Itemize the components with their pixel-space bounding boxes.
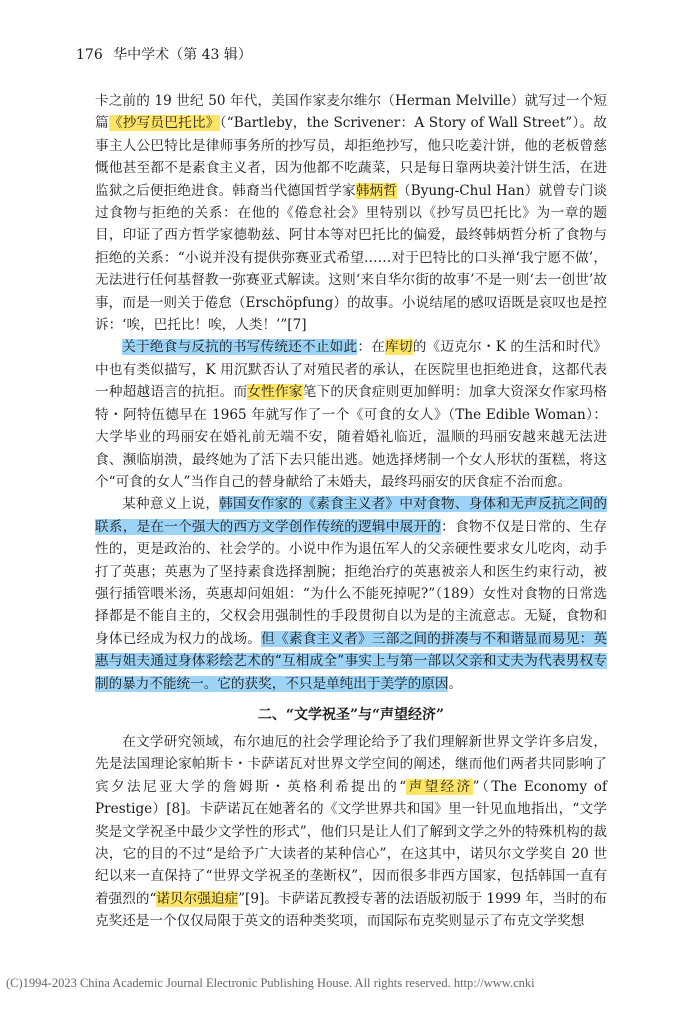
text-run: （Byung-Chul Han）就曾专门谈过食物与拒绝的关系：在他的《倦怠社会》里特别以《抄写员巴托比》为一章的题目，印证了西方哲学家德勒兹、阿甘本等对巴托比的偏爱，最终韩炳哲分析了食物与拒绝的关系：“小说并没有提供弥赛亚式希望……对于巴特比的口头禅‘我宁愿不做’，无法进行任何基督教一弥赛亚式解读。这则‘来自华尔街的故事’不是一则‘去一创世’故事，而是一则关于倦怠（Erschöpfung）的故事。小说结尾的感叹语既是哀叹也是控诉：‘唉，巴托比！唉，人类！’”[7]: [95, 182, 608, 334]
section-heading: [95, 703, 607, 727]
highlighted-text: 诺贝尔强迫症: [156, 890, 239, 907]
text-run: 在文学研究领域，布尔迪厄的社会学理论给予了我们理解新世界文学许多启发，先是法国理论家帕斯卡・卡萨诺瓦对世界文学空间的阐述，继而他们两者共同影响了宾夕法尼亚大学的詹姆斯・英格利希提出的“: [95, 733, 607, 795]
text-run: 的《迈克尔・K 的生活和时代》中也有类似描写，K 用沉默否认了对殖民者的承认，在医院里也拒绝进食，这都代表一种超越语言的抗拒。而: [95, 339, 608, 401]
highlighted-text: 女性作家: [247, 384, 303, 401]
text-run: ：在: [357, 339, 386, 356]
paragraph: [95, 90, 607, 336]
text-run: ”[9]。卡萨诺瓦教授专著的法语版初版于 1999 年，当时的布克奖还是一个仅仅局限于英文的语种类奖项，而国际布克奖则显示了布克文学奖想: [95, 890, 608, 930]
highlighted-text: 但《素食主义者》三部之间的拼凑与不和谐显而易见：英惠与姐夫通过身体彩绘艺术的“互相成全”事实上与第一部以父亲和丈夫为代表男权专制的暴力不能统一。它的获奖，不只是单纯出于美学的原因: [95, 630, 608, 692]
running-header: [76, 44, 252, 64]
text-run: 笔下的厌食症则更加鲜明：加拿大资深女作家玛格特・阿特伍德早在 1965 年就写作了一个《可食的女人》（The Edible Woman）：大学毕业的玛丽安在婚礼前无端不安，随着婚礼临近，温顺的玛丽安越来越无法进食、濒临崩溃，最终她为了活下去只能出逃。她选择烤制一个女人形状的蛋糕，将这个“可食的女人”当作自己的替身献给了未婚夫，最终玛丽安的厌食症不治而愈。: [95, 384, 608, 490]
text-run: ”（The Economy of Prestige）[8]。卡萨诺瓦在她著名的《文学世界共和国》里一针见血地指出，“文学奖是文学祝圣中最少文学性的形式”，他们只是让人们了解到文学之外的特殊机构的裁决，它的目的不过“是给予广大读者的某种信心”，在这其中，诺贝尔文学奖自 20 世纪以来一直保持了“世界文学祝圣的垄断权”，因而很多非西方国家，包括韩国一直有着强烈的“: [95, 778, 608, 907]
text-run: 二、“文学祝圣”与“声望经济”: [257, 706, 445, 723]
highlighted-text: 韩炳哲: [355, 182, 398, 199]
page-number: 176: [76, 47, 103, 63]
highlighted-text: 关于绝食与反抗的书写传统还不止如此: [122, 339, 358, 356]
highlighted-text: 《抄写员巴托比》: [108, 115, 220, 132]
text-run: 。: [448, 675, 463, 692]
article-body: [95, 90, 607, 933]
text-run: （“Bartleby，the Scrivener：A Story of Wall Street”）。故事主人公巴特比是律师事务所的抄写员，却拒绝抄写，他只吃姜汁饼，他的老板曾慈慨他甚至都不是素食主义者，因为他都不吃蔬菜，只是每日靠两块姜汁饼生活，在进监狱之后便拒绝进食。韩裔当代德国哲学家: [95, 115, 608, 199]
highlighted-text: 韩国女作家的《素食主义者》中对食物、身体和无声反抗之间的联系，是在一个强大的西方文学创作传统的逻辑中展开的: [95, 496, 607, 535]
text-run: 某种意义上说，: [122, 496, 220, 513]
highlighted-text: 库切: [385, 339, 413, 356]
copyright-footer: (C)1994-2023 China Academic Journal Electronic Publishing House. All rights reserved. http://www.cnki: [6, 976, 535, 990]
text-run: 卡之前的 19 世纪 50 年代，美国作家麦尔维尔（Herman Melville）就写过一个短篇: [95, 93, 607, 132]
text-run: ：食物不仅是日常的、生存性的，更是政治的、社会学的。小说中作为退伍军人的父亲硬性要求女儿吃肉，动手打了英惠；英惠为了坚持素食选择割腕；拒绝治疗的英惠被亲人和医生约束行动，被强行插管喂米汤，英惠却问姐姐：“为什么不能死掉呢?”（189）女性对食物的日常选择都是不能自主的，父权会用强制性的手段贯彻自以为是的主流意志。无疑，食物和身体已经成为权力的战场。: [95, 518, 608, 647]
paragraph: [95, 336, 607, 493]
paragraph: [95, 493, 607, 695]
journal-title: 华中学术（第 43 辑）: [113, 47, 252, 63]
highlighted-text: 声望经济: [406, 778, 473, 795]
paragraph: [95, 731, 607, 933]
